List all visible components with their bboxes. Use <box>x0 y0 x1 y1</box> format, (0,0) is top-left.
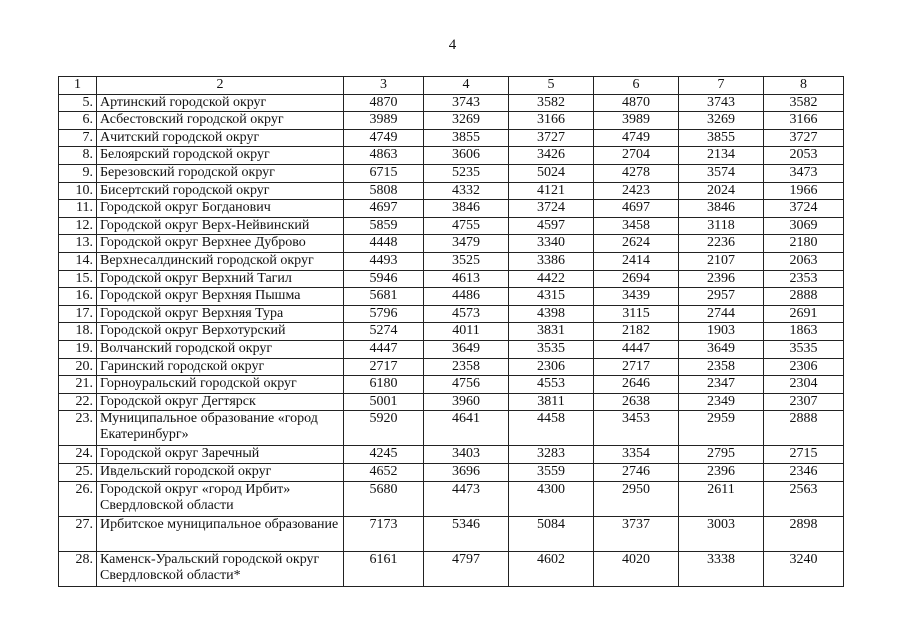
value-cell-col-3: 5920 <box>344 411 424 446</box>
value-cell-col-3: 4652 <box>344 464 424 482</box>
value-cell-col-7: 2134 <box>679 147 764 165</box>
value-cell-col-4: 4486 <box>424 288 509 306</box>
table-row <box>59 323 844 341</box>
row-number-cell: 6. <box>59 112 97 130</box>
value-cell-col-3: 6715 <box>344 164 424 182</box>
row-number-cell: 16. <box>59 288 97 306</box>
value-cell-col-5: 3535 <box>509 340 594 358</box>
value-cell-col-7: 3743 <box>679 94 764 112</box>
table-row <box>59 182 844 200</box>
header-cell: 1 <box>59 77 97 95</box>
value-cell-col-4: 5346 <box>424 516 509 551</box>
value-cell-col-5: 3724 <box>509 200 594 218</box>
value-cell-col-6: 4447 <box>594 340 679 358</box>
value-cell-col-8: 3166 <box>764 112 844 130</box>
table-row <box>59 252 844 270</box>
municipality-name-cell: Муниципальное образование «город Екатеринбург» <box>97 411 344 446</box>
data-table <box>58 76 844 587</box>
value-cell-col-5: 4458 <box>509 411 594 446</box>
table-row <box>59 147 844 165</box>
page-number: 4 <box>448 37 457 53</box>
row-number-cell: 21. <box>59 376 97 394</box>
value-cell-col-7: 3855 <box>679 129 764 147</box>
value-cell-col-6: 2746 <box>594 464 679 482</box>
row-number-cell: 11. <box>59 200 97 218</box>
municipality-name-cell: Городской округ Верхний Тагил <box>97 270 344 288</box>
table-body <box>59 77 844 587</box>
value-cell-col-7: 2744 <box>679 305 764 323</box>
value-cell-col-8: 2563 <box>764 481 844 516</box>
value-cell-col-6: 4278 <box>594 164 679 182</box>
row-number-cell: 8. <box>59 147 97 165</box>
row-number-cell: 14. <box>59 252 97 270</box>
value-cell-col-4: 3525 <box>424 252 509 270</box>
value-cell-col-3: 4448 <box>344 235 424 253</box>
value-cell-col-6: 2717 <box>594 358 679 376</box>
row-number-cell: 19. <box>59 340 97 358</box>
value-cell-col-7: 2611 <box>679 481 764 516</box>
value-cell-col-3: 4870 <box>344 94 424 112</box>
value-cell-col-4: 4613 <box>424 270 509 288</box>
value-cell-col-4: 4755 <box>424 217 509 235</box>
value-cell-col-5: 4315 <box>509 288 594 306</box>
value-cell-col-8: 1966 <box>764 182 844 200</box>
row-number-cell: 12. <box>59 217 97 235</box>
table-header-row <box>59 77 844 95</box>
table-row <box>59 340 844 358</box>
value-cell-col-5: 4553 <box>509 376 594 394</box>
value-cell-col-7: 2236 <box>679 235 764 253</box>
value-cell-col-8: 2307 <box>764 393 844 411</box>
value-cell-col-8: 2063 <box>764 252 844 270</box>
value-cell-col-8: 2888 <box>764 288 844 306</box>
value-cell-col-5: 3386 <box>509 252 594 270</box>
value-cell-col-6: 4870 <box>594 94 679 112</box>
table-row <box>59 129 844 147</box>
row-number-cell: 26. <box>59 481 97 516</box>
value-cell-col-7: 3003 <box>679 516 764 551</box>
value-cell-col-8: 3727 <box>764 129 844 147</box>
value-cell-col-8: 2180 <box>764 235 844 253</box>
value-cell-col-7: 3846 <box>679 200 764 218</box>
municipality-name-cell: Городской округ Богданович <box>97 200 344 218</box>
value-cell-col-4: 3606 <box>424 147 509 165</box>
value-cell-col-3: 4447 <box>344 340 424 358</box>
row-number-cell: 22. <box>59 393 97 411</box>
value-cell-col-6: 4020 <box>594 552 679 587</box>
value-cell-col-6: 2182 <box>594 323 679 341</box>
value-cell-col-3: 5274 <box>344 323 424 341</box>
value-cell-col-5: 3283 <box>509 446 594 464</box>
row-number-cell: 15. <box>59 270 97 288</box>
value-cell-col-8: 3473 <box>764 164 844 182</box>
value-cell-col-6: 4749 <box>594 129 679 147</box>
value-cell-col-5: 4422 <box>509 270 594 288</box>
value-cell-col-4: 4011 <box>424 323 509 341</box>
value-cell-col-6: 2423 <box>594 182 679 200</box>
value-cell-col-3: 7173 <box>344 516 424 551</box>
value-cell-col-7: 2957 <box>679 288 764 306</box>
value-cell-col-7: 3118 <box>679 217 764 235</box>
value-cell-col-4: 2358 <box>424 358 509 376</box>
table-row <box>59 94 844 112</box>
value-cell-col-7: 2959 <box>679 411 764 446</box>
municipality-name-cell: Березовский городской округ <box>97 164 344 182</box>
value-cell-col-5: 5024 <box>509 164 594 182</box>
value-cell-col-4: 4332 <box>424 182 509 200</box>
row-number-cell: 25. <box>59 464 97 482</box>
value-cell-col-3: 5796 <box>344 305 424 323</box>
row-number-cell: 23. <box>59 411 97 446</box>
value-cell-col-7: 1903 <box>679 323 764 341</box>
value-cell-col-5: 3582 <box>509 94 594 112</box>
value-cell-col-4: 4473 <box>424 481 509 516</box>
value-cell-col-4: 3855 <box>424 129 509 147</box>
municipality-name-cell: Городской округ Дегтярск <box>97 393 344 411</box>
value-cell-col-7: 2349 <box>679 393 764 411</box>
row-number-cell: 13. <box>59 235 97 253</box>
value-cell-col-3: 4493 <box>344 252 424 270</box>
value-cell-col-8: 2306 <box>764 358 844 376</box>
value-cell-col-3: 5859 <box>344 217 424 235</box>
table-row <box>59 481 844 516</box>
value-cell-col-6: 2704 <box>594 147 679 165</box>
value-cell-col-6: 3115 <box>594 305 679 323</box>
row-number-cell: 9. <box>59 164 97 182</box>
value-cell-col-4: 3649 <box>424 340 509 358</box>
value-cell-col-6: 2646 <box>594 376 679 394</box>
value-cell-col-3: 4245 <box>344 446 424 464</box>
table-row <box>59 305 844 323</box>
value-cell-col-5: 4121 <box>509 182 594 200</box>
value-cell-col-6: 2414 <box>594 252 679 270</box>
value-cell-col-4: 4756 <box>424 376 509 394</box>
value-cell-col-6: 2638 <box>594 393 679 411</box>
value-cell-col-4: 3696 <box>424 464 509 482</box>
municipality-name-cell: Городской округ Заречный <box>97 446 344 464</box>
table-row <box>59 217 844 235</box>
value-cell-col-8: 2353 <box>764 270 844 288</box>
row-number-cell: 27. <box>59 516 97 551</box>
value-cell-col-7: 3649 <box>679 340 764 358</box>
value-cell-col-8: 3069 <box>764 217 844 235</box>
value-cell-col-6: 3737 <box>594 516 679 551</box>
value-cell-col-5: 3166 <box>509 112 594 130</box>
value-cell-col-5: 3811 <box>509 393 594 411</box>
value-cell-col-3: 2717 <box>344 358 424 376</box>
value-cell-col-7: 2107 <box>679 252 764 270</box>
value-cell-col-3: 5001 <box>344 393 424 411</box>
row-number-cell: 20. <box>59 358 97 376</box>
value-cell-col-5: 3559 <box>509 464 594 482</box>
value-cell-col-3: 6180 <box>344 376 424 394</box>
municipality-name-cell: Каменск-Уральский городской округ Свердловской области* <box>97 552 344 587</box>
value-cell-col-3: 4863 <box>344 147 424 165</box>
value-cell-col-4: 3960 <box>424 393 509 411</box>
value-cell-col-8: 2053 <box>764 147 844 165</box>
value-cell-col-8: 3582 <box>764 94 844 112</box>
value-cell-col-8: 3240 <box>764 552 844 587</box>
value-cell-col-7: 2024 <box>679 182 764 200</box>
row-number-cell: 5. <box>59 94 97 112</box>
value-cell-col-5: 4300 <box>509 481 594 516</box>
municipality-name-cell: Белоярский городской округ <box>97 147 344 165</box>
table-row <box>59 358 844 376</box>
table-row <box>59 112 844 130</box>
header-cell: 6 <box>594 77 679 95</box>
header-cell: 7 <box>679 77 764 95</box>
value-cell-col-5: 2306 <box>509 358 594 376</box>
value-cell-col-6: 3354 <box>594 446 679 464</box>
value-cell-col-6: 3439 <box>594 288 679 306</box>
value-cell-col-6: 3458 <box>594 217 679 235</box>
value-cell-col-4: 4641 <box>424 411 509 446</box>
municipality-name-cell: Ивдельский городской округ <box>97 464 344 482</box>
row-number-cell: 28. <box>59 552 97 587</box>
value-cell-col-7: 3269 <box>679 112 764 130</box>
value-cell-col-6: 4697 <box>594 200 679 218</box>
table-row <box>59 552 844 587</box>
value-cell-col-4: 3743 <box>424 94 509 112</box>
row-number-cell: 18. <box>59 323 97 341</box>
value-cell-col-5: 3831 <box>509 323 594 341</box>
value-cell-col-5: 4398 <box>509 305 594 323</box>
value-cell-col-4: 4797 <box>424 552 509 587</box>
value-cell-col-3: 4749 <box>344 129 424 147</box>
value-cell-col-8: 3535 <box>764 340 844 358</box>
value-cell-col-7: 2358 <box>679 358 764 376</box>
header-cell: 3 <box>344 77 424 95</box>
row-number-cell: 10. <box>59 182 97 200</box>
table-row <box>59 164 844 182</box>
value-cell-col-8: 2888 <box>764 411 844 446</box>
row-number-cell: 7. <box>59 129 97 147</box>
municipality-name-cell: Горноуральский городской округ <box>97 376 344 394</box>
value-cell-col-8: 2304 <box>764 376 844 394</box>
value-cell-col-3: 4697 <box>344 200 424 218</box>
table-row <box>59 270 844 288</box>
value-cell-col-7: 3338 <box>679 552 764 587</box>
value-cell-col-6: 3989 <box>594 112 679 130</box>
municipality-name-cell: Гаринский городской округ <box>97 358 344 376</box>
table-row <box>59 464 844 482</box>
value-cell-col-3: 5681 <box>344 288 424 306</box>
value-cell-col-6: 2624 <box>594 235 679 253</box>
value-cell-col-5: 5084 <box>509 516 594 551</box>
value-cell-col-5: 3426 <box>509 147 594 165</box>
value-cell-col-7: 2396 <box>679 464 764 482</box>
value-cell-col-8: 2715 <box>764 446 844 464</box>
value-cell-col-8: 1863 <box>764 323 844 341</box>
table-row <box>59 376 844 394</box>
table-row <box>59 393 844 411</box>
header-cell: 4 <box>424 77 509 95</box>
municipality-name-cell: Городской округ Верхотурский <box>97 323 344 341</box>
header-cell: 5 <box>509 77 594 95</box>
value-cell-col-4: 3269 <box>424 112 509 130</box>
table-row <box>59 288 844 306</box>
table-row <box>59 446 844 464</box>
municipality-name-cell: Ачитский городской округ <box>97 129 344 147</box>
value-cell-col-5: 4602 <box>509 552 594 587</box>
value-cell-col-7: 2347 <box>679 376 764 394</box>
municipality-name-cell: Асбестовский городской округ <box>97 112 344 130</box>
municipality-name-cell: Артинский городской округ <box>97 94 344 112</box>
value-cell-col-5: 4597 <box>509 217 594 235</box>
row-number-cell: 24. <box>59 446 97 464</box>
value-cell-col-3: 3989 <box>344 112 424 130</box>
table-row <box>59 235 844 253</box>
municipality-name-cell: Городской округ «город Ирбит» Свердловской области <box>97 481 344 516</box>
value-cell-col-6: 2950 <box>594 481 679 516</box>
municipality-name-cell: Городской округ Верхняя Тура <box>97 305 344 323</box>
municipality-name-cell: Городской округ Верхняя Пышма <box>97 288 344 306</box>
header-cell: 8 <box>764 77 844 95</box>
value-cell-col-4: 5235 <box>424 164 509 182</box>
value-cell-col-3: 5946 <box>344 270 424 288</box>
value-cell-col-6: 3453 <box>594 411 679 446</box>
value-cell-col-3: 6161 <box>344 552 424 587</box>
value-cell-col-8: 2898 <box>764 516 844 551</box>
municipality-name-cell: Волчанский городской округ <box>97 340 344 358</box>
table-row <box>59 411 844 446</box>
municipality-name-cell: Бисертский городской округ <box>97 182 344 200</box>
value-cell-col-4: 3846 <box>424 200 509 218</box>
value-cell-col-4: 3403 <box>424 446 509 464</box>
municipality-name-cell: Ирбитское муниципальное образование <box>97 516 344 551</box>
header-cell: 2 <box>97 77 344 95</box>
value-cell-col-4: 4573 <box>424 305 509 323</box>
row-number-cell: 17. <box>59 305 97 323</box>
table-row <box>59 200 844 218</box>
table-row <box>59 516 844 551</box>
value-cell-col-6: 2694 <box>594 270 679 288</box>
value-cell-col-3: 5680 <box>344 481 424 516</box>
municipality-name-cell: Городской округ Верхнее Дуброво <box>97 235 344 253</box>
municipality-name-cell: Городской округ Верх-Нейвинский <box>97 217 344 235</box>
value-cell-col-7: 3574 <box>679 164 764 182</box>
value-cell-col-7: 2795 <box>679 446 764 464</box>
value-cell-col-5: 3727 <box>509 129 594 147</box>
municipality-name-cell: Верхнесалдинский городской округ <box>97 252 344 270</box>
value-cell-col-5: 3340 <box>509 235 594 253</box>
value-cell-col-7: 2396 <box>679 270 764 288</box>
value-cell-col-8: 3724 <box>764 200 844 218</box>
value-cell-col-3: 5808 <box>344 182 424 200</box>
value-cell-col-8: 2346 <box>764 464 844 482</box>
value-cell-col-8: 2691 <box>764 305 844 323</box>
value-cell-col-4: 3479 <box>424 235 509 253</box>
